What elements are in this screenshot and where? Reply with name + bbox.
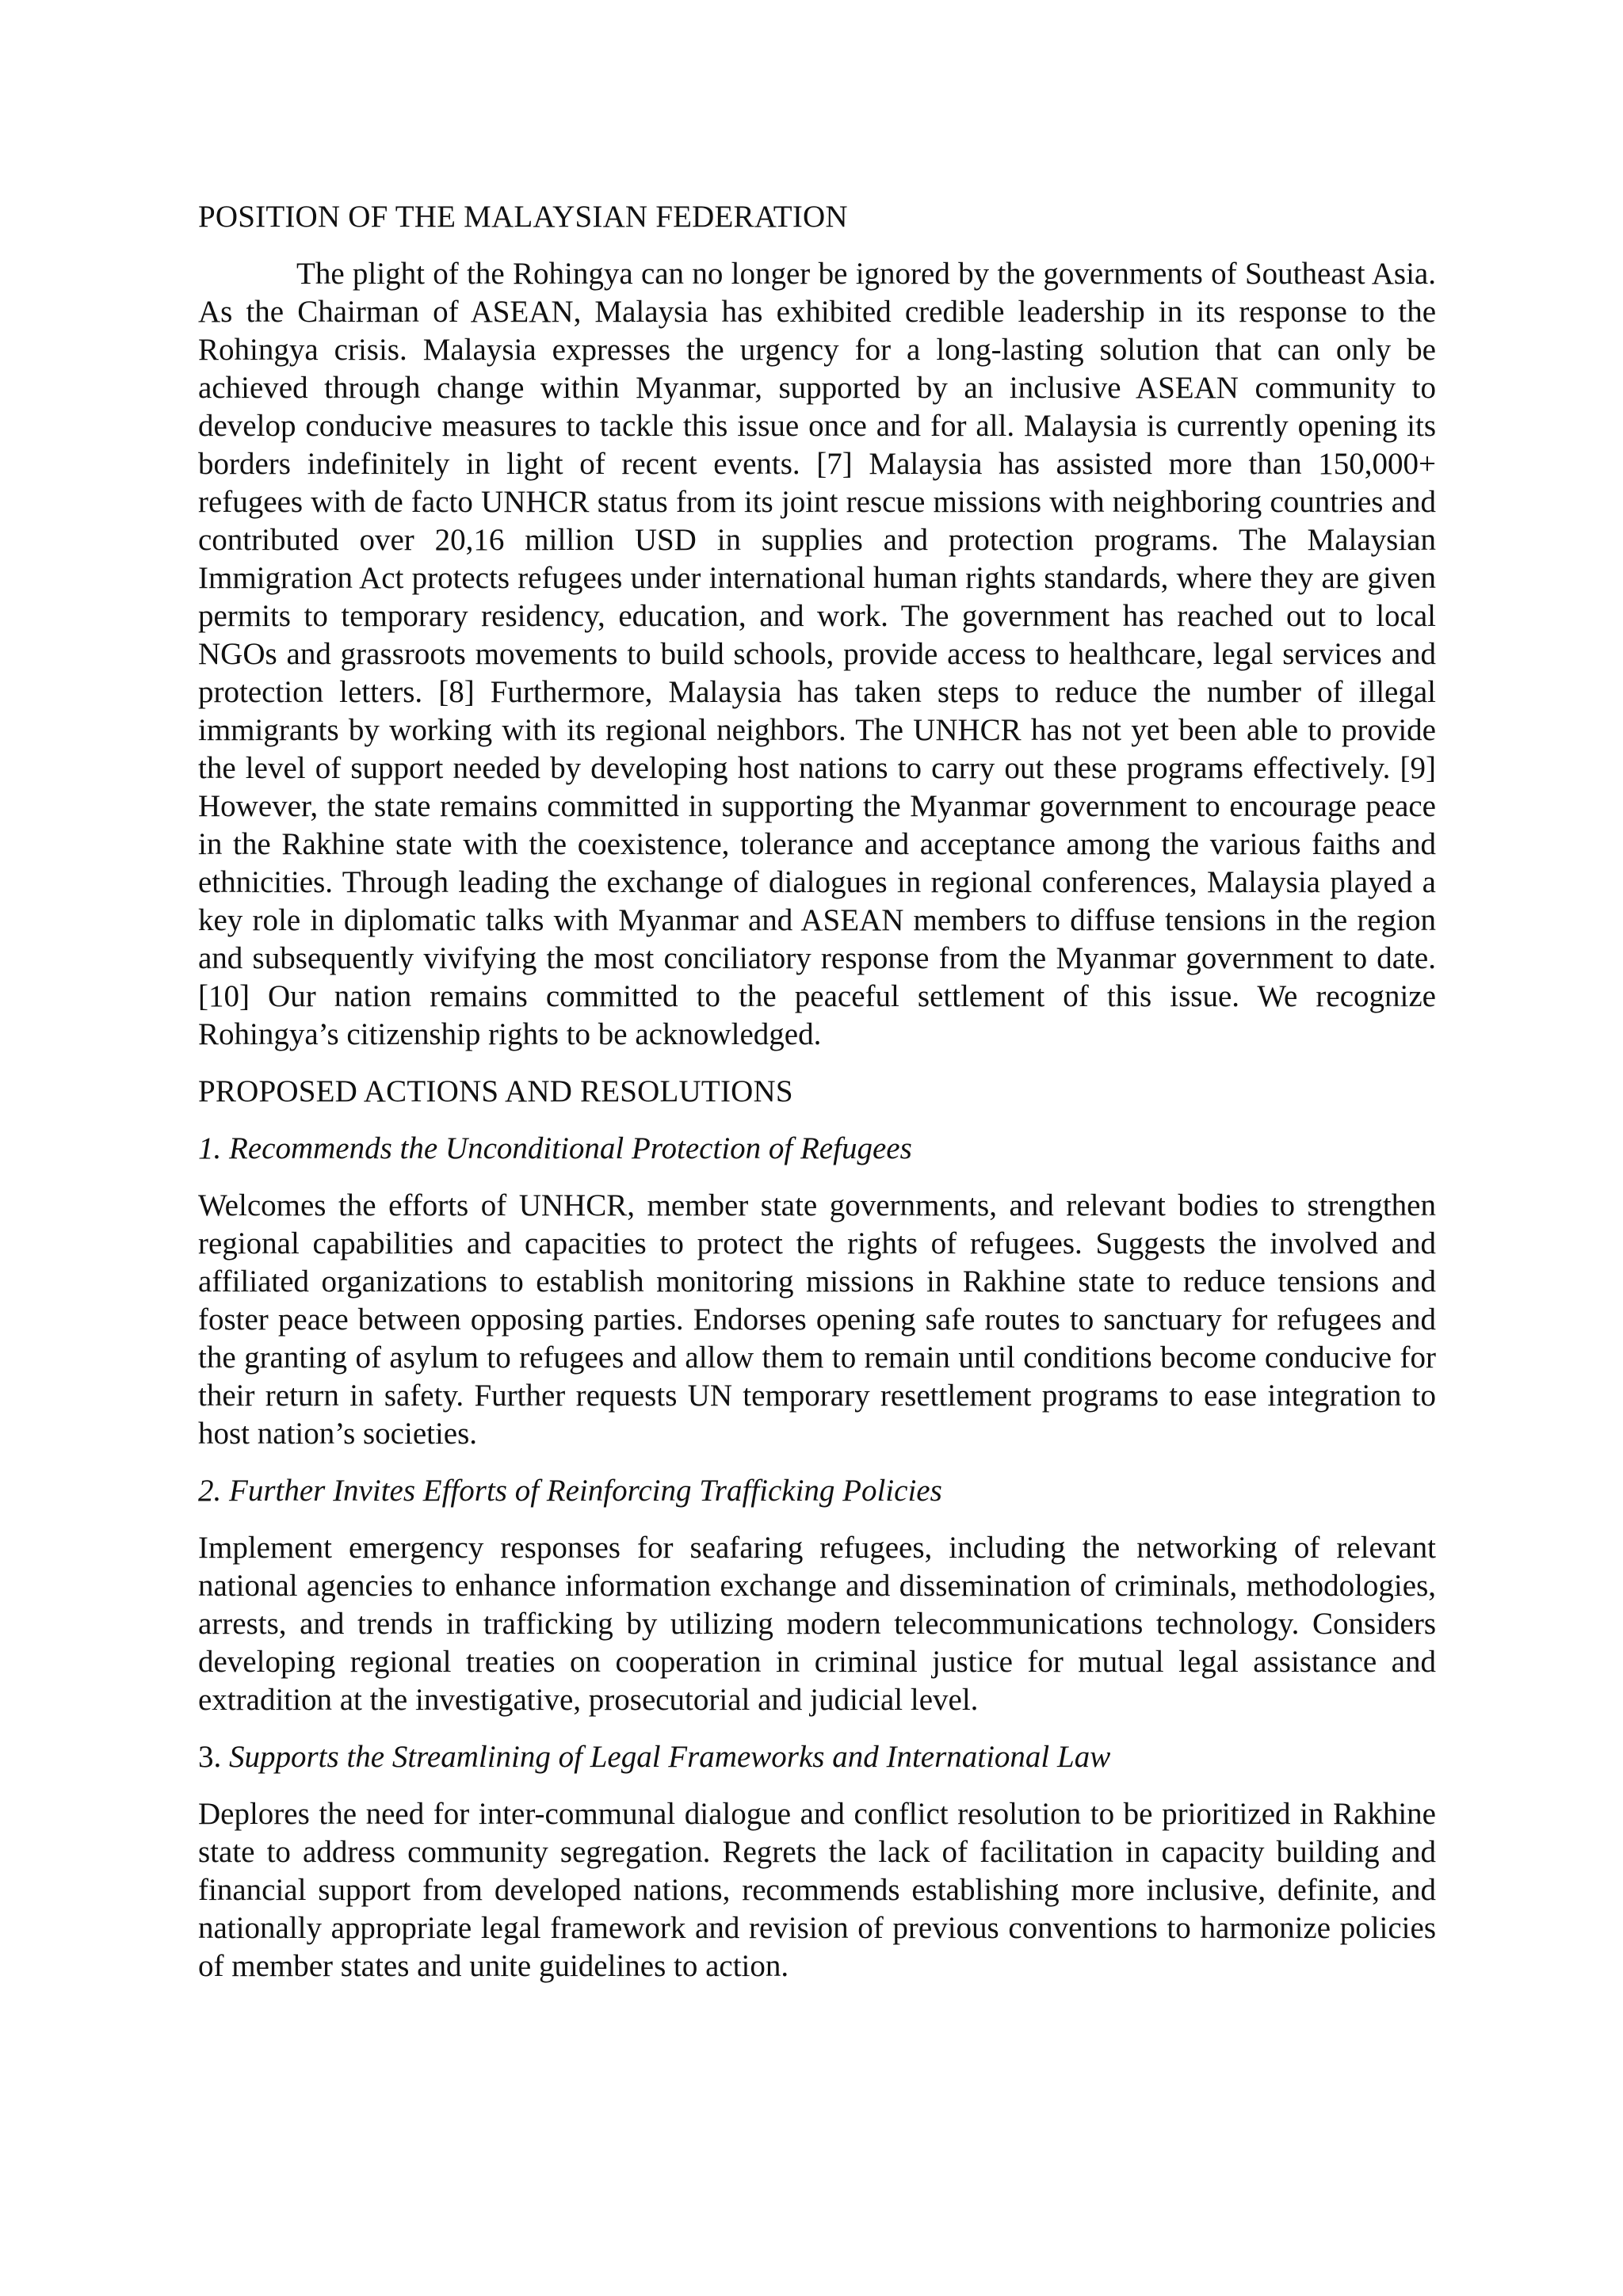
- section-3-number: 3.: [198, 1740, 222, 1774]
- document-page: [198, 198, 1436, 2004]
- section-3-body: Deplores the need for inter-communal dialogue and conflict resolution to be prioritized in Rakhine state to address community segregation. Regrets the lack of facilitation in capacity building and financial support from developed nations, recommends establishing more inclusive, definite, and nationally appropriate legal framework and revision of previous conventions to harmonize policies of member states and unite guidelines to action.: [198, 1797, 1436, 1983]
- section-3-title-text: Supports the Streamlining of Legal Frameworks and International Law: [229, 1740, 1111, 1774]
- section-1-title: 1. Recommends the Unconditional Protection of Refugees: [198, 1131, 912, 1165]
- section-2-body: Implement emergency responses for seafaring refugees, including the networking of relevant national agencies to enhance information exchange and dissemination of criminals, methodologies, arrests, and trends in trafficking by utilizing modern telecommunications technology. Considers developing regional treaties on cooperation in criminal justice for mutual legal assistance and extradition at the investigative, prosecutorial and judicial level.: [198, 1531, 1436, 1717]
- section-1-body: Welcomes the efforts of UNHCR, member state governments, and relevant bodies to strengthen regional capabilities and capacities to protect the rights of refugees. Suggests the involved and affiliated organizations to establish monitoring missions in Rakhine state to reduce tensions and foster peace between opposing parties. Endorses opening safe routes to sanctuary for refugees and the granting of asylum to refugees and allow them to remain until conditions become conducive for their return in safety. Further requests UN temporary resettlement programs to ease integration to host nation’s societies.: [198, 1188, 1436, 1451]
- section-2-title: 2. Further Invites Efforts of Reinforcing Trafficking Policies: [198, 1474, 942, 1508]
- position-heading: POSITION OF THE MALAYSIAN FEDERATION: [198, 200, 848, 234]
- actions-heading: PROPOSED ACTIONS AND RESOLUTIONS: [198, 1074, 793, 1108]
- intro-paragraph: The plight of the Rohingya can no longer be ignored by the governments of Southeast Asia. As the Chairman of ASEAN, Malaysia has exhibited credible leadership in its response to the Rohingya crisis. Malaysia expresses the urgency for a long-lasting solution that can only be achieved through change within Myanmar, supported by an inclusive ASEAN community to develop conducive measures to tackle this issue once and for all. Malaysia is currently opening its borders indefinitely in light of recent events. [7] Malaysia has assisted more than 150,000+ refugees with de facto UNHCR status from its joint rescue missions with neighboring countries and contributed over 20,16 million USD in supplies and protection programs. The Malaysian Immigration Act protects refugees under international human rights standards, where they are given permits to temporary residency, education, and work. The government has reached out to local NGOs and grassroots movements to build schools, provide access to healthcare, legal services and protection letters. [8] Furthermore, Malaysia has taken steps to reduce the number of illegal immigrants by working with its regional neighbors. The UNHCR has not yet been able to provide the level of support needed by developing host nations to carry out these programs effectively. [9] However, the state remains committed in supporting the Myanmar government to encourage peace in the Rakhine state with the coexistence, tolerance and acceptance among the various faiths and ethnicities. Through leading the exchange of dialogues in regional conferences, Malaysia played a key role in diplomatic talks with Myanmar and ASEAN members to diffuse tensions in the region and subsequently vivifying the most conciliatory response from the Myanmar government to date. [10] Our nation remains committed to the peaceful settlement of this issue. We recognize Rohingya’s citizenship rights to be acknowledged.: [198, 257, 1436, 1051]
- section-3-title: [198, 1738, 1436, 1776]
